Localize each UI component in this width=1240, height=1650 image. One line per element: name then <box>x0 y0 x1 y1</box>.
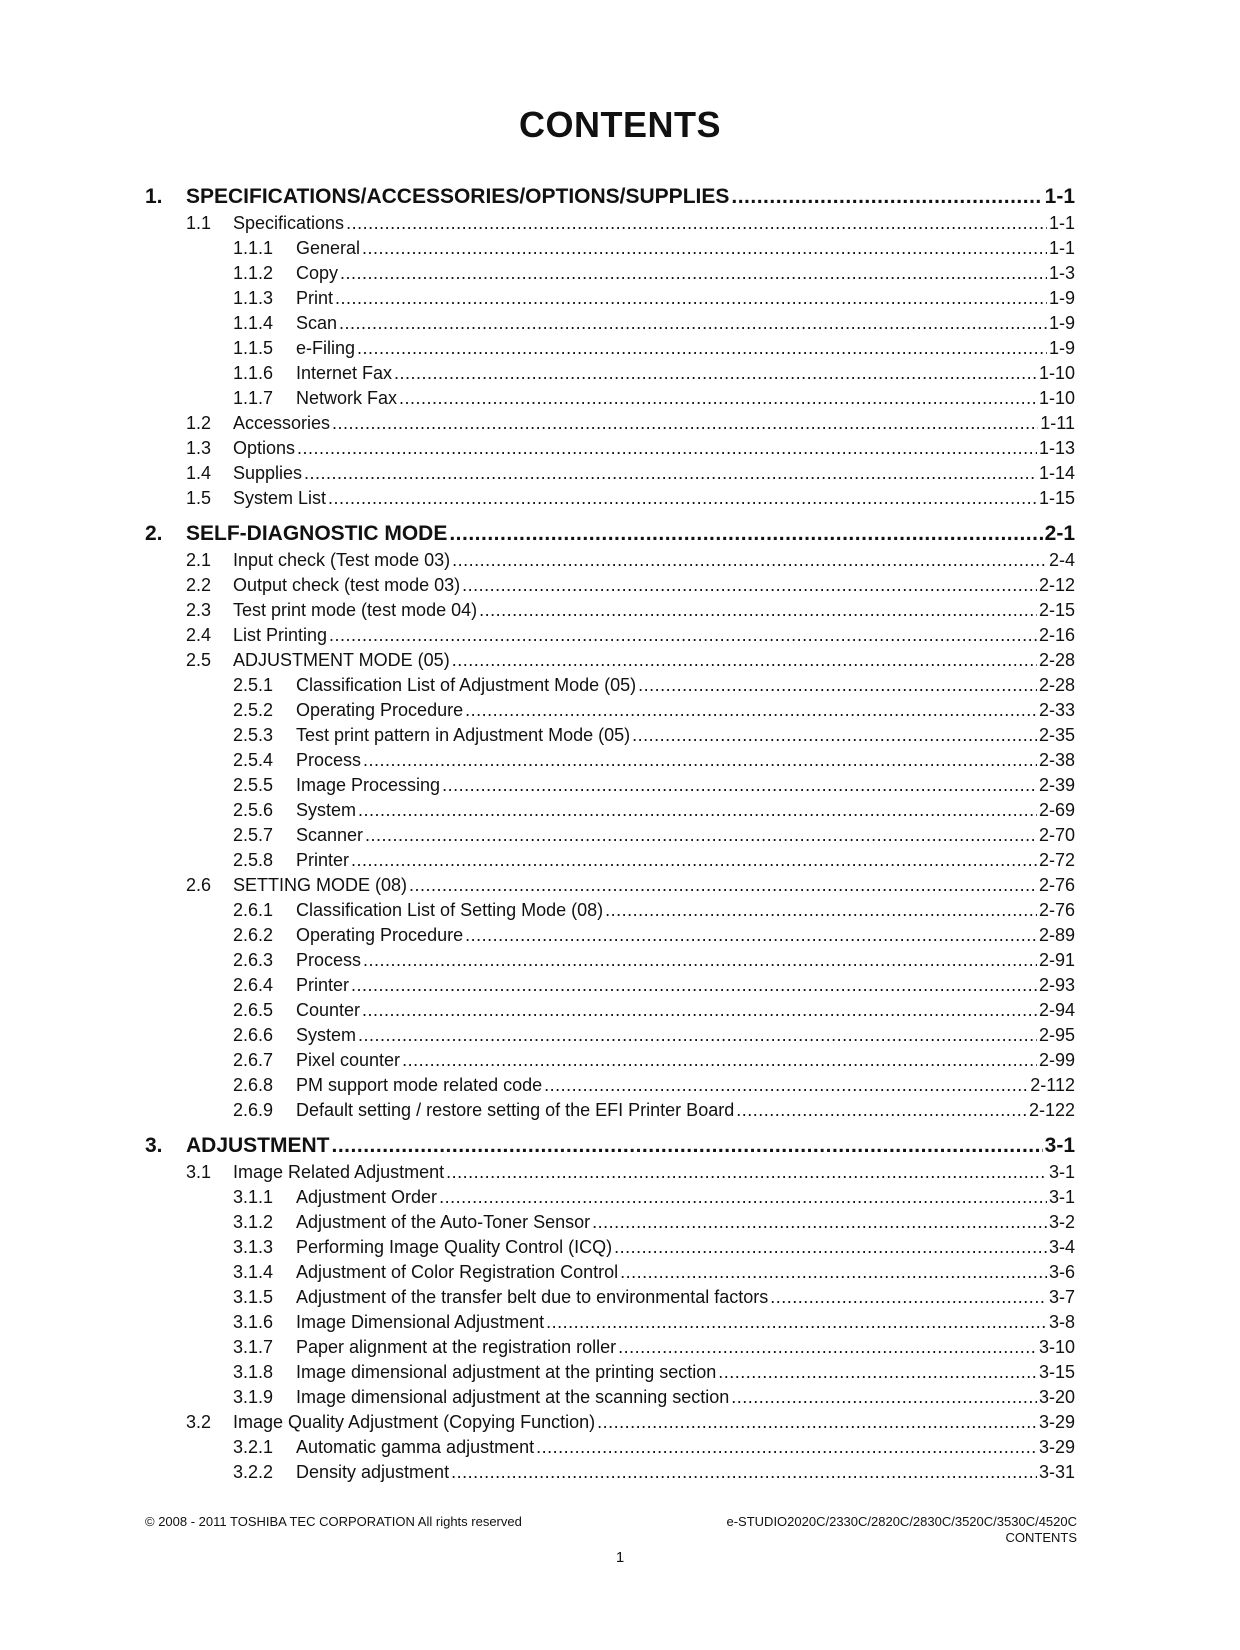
entry-title: Image dimensional adjustment at the printing section <box>296 1362 717 1382</box>
entry-number: 3.1.3 <box>233 1237 274 1257</box>
entry-page: 1-13 <box>1038 438 1075 458</box>
entry-page: 3-29 <box>1038 1412 1075 1432</box>
toc-entry[interactable] <box>145 748 1075 773</box>
entry-number: 3.1.7 <box>233 1337 274 1357</box>
entry-number: 2.5 <box>186 650 212 670</box>
toc-entry[interactable] <box>145 1023 1075 1048</box>
toc-section <box>145 519 1075 1123</box>
toc-entry[interactable] <box>145 623 1075 648</box>
toc-entry[interactable] <box>145 898 1075 923</box>
toc-entry[interactable] <box>145 311 1075 336</box>
dot-leader <box>546 1310 1047 1335</box>
dot-leader <box>618 1335 1037 1360</box>
entry-page: 1-14 <box>1038 463 1075 483</box>
dot-leader <box>449 519 1042 548</box>
entry-page: 3-7 <box>1048 1287 1075 1307</box>
dot-leader <box>770 1285 1047 1310</box>
dot-leader <box>620 1260 1047 1285</box>
entry-number: 1.4 <box>186 463 212 483</box>
entry-number: 2.3 <box>186 600 212 620</box>
entry-title: System <box>296 800 357 820</box>
entry-number: 1.5 <box>186 488 212 508</box>
entry-page: 2-69 <box>1038 800 1075 820</box>
toc-entry[interactable] <box>145 1260 1075 1285</box>
entry-number: 1.1.7 <box>233 388 274 408</box>
entry-title: Adjustment of the transfer belt due to environmental factors <box>296 1287 769 1307</box>
dot-leader <box>462 573 1037 598</box>
entry-page: 3-1 <box>1044 1134 1075 1157</box>
entry-page: 2-39 <box>1038 775 1075 795</box>
entry-title: Output check (test mode 03) <box>233 575 461 595</box>
entry-number: 2.6 <box>186 875 212 895</box>
dot-leader <box>402 1048 1037 1073</box>
dot-leader <box>465 698 1037 723</box>
entry-page: 3-8 <box>1048 1312 1075 1332</box>
entry-title: ADJUSTMENT MODE (05) <box>233 650 450 670</box>
entry-page: 2-91 <box>1038 950 1075 970</box>
entry-number: 2. <box>145 522 163 545</box>
entry-page: 2-1 <box>1044 522 1075 545</box>
dot-leader <box>446 1160 1047 1185</box>
dot-leader <box>452 648 1037 673</box>
entry-title: Adjustment of the Auto-Toner Sensor <box>296 1212 591 1232</box>
entry-page: 1-9 <box>1048 313 1075 333</box>
toc-entry[interactable] <box>145 548 1075 573</box>
entry-title: Scan <box>296 313 338 333</box>
entry-title: Print <box>296 288 334 308</box>
entry-number: 3.2.2 <box>233 1462 274 1482</box>
entry-title: Counter <box>296 1000 361 1020</box>
entry-page: 2-72 <box>1038 850 1075 870</box>
entry-number: 2.5.5 <box>233 775 274 795</box>
entry-title: SELF-DIAGNOSTIC MODE <box>186 522 448 545</box>
entry-page: 2-122 <box>1028 1100 1075 1120</box>
entry-number: 2.6.3 <box>233 950 274 970</box>
toc-entry[interactable] <box>145 998 1075 1023</box>
entry-title: PM support mode related code <box>296 1075 543 1095</box>
entry-title: Test print mode (test mode 04) <box>233 600 478 620</box>
entry-title: Image Processing <box>296 775 441 795</box>
entry-number: 1. <box>145 185 163 208</box>
dot-leader <box>351 848 1037 873</box>
entry-number: 3.2 <box>186 1412 212 1432</box>
dot-leader <box>465 923 1037 948</box>
toc-entry[interactable] <box>145 1098 1075 1123</box>
entry-page: 2-76 <box>1038 875 1075 895</box>
entry-title: Density adjustment <box>296 1462 450 1482</box>
dot-leader <box>409 873 1037 898</box>
entry-title: SPECIFICATIONS/ACCESSORIES/OPTIONS/SUPPLIES <box>186 185 730 208</box>
entry-title: Classification List of Setting Mode (08) <box>296 900 604 920</box>
dot-leader <box>358 798 1037 823</box>
entry-page: 2-28 <box>1038 650 1075 670</box>
toc-entry[interactable] <box>145 698 1075 723</box>
entry-page: 1-11 <box>1040 413 1075 433</box>
entry-title: Accessories <box>233 413 331 433</box>
entry-page: 2-35 <box>1038 725 1075 745</box>
toc-entry[interactable] <box>145 211 1075 236</box>
entry-title: Classification List of Adjustment Mode (05) <box>296 675 637 695</box>
toc-entry[interactable] <box>145 336 1075 361</box>
entry-title: Image dimensional adjustment at the scanning section <box>296 1387 730 1407</box>
toc-entry[interactable] <box>145 823 1075 848</box>
dot-leader <box>329 623 1037 648</box>
toc-entry[interactable] <box>145 1073 1075 1098</box>
dot-leader <box>339 311 1047 336</box>
entry-page: 3-1 <box>1048 1187 1075 1207</box>
entry-title: Network Fax <box>296 388 398 408</box>
toc-entry[interactable] <box>145 723 1075 748</box>
toc-entry[interactable] <box>145 598 1075 623</box>
entry-title: Adjustment Order <box>296 1187 438 1207</box>
entry-title: System <box>296 1025 357 1045</box>
entry-number: 1.1.2 <box>233 263 274 283</box>
entry-number: 2.6.9 <box>233 1100 274 1120</box>
entry-title: Specifications <box>233 213 345 233</box>
dot-leader <box>357 336 1047 361</box>
toc-entry[interactable] <box>145 1285 1075 1310</box>
entry-title: Test print pattern in Adjustment Mode (05) <box>296 725 631 745</box>
entry-number: 2.5.7 <box>233 825 274 845</box>
entry-number: 2.6.7 <box>233 1050 274 1070</box>
entry-page: 3-15 <box>1038 1362 1075 1382</box>
entry-number: 2.6.1 <box>233 900 274 920</box>
entry-number: 1.1.3 <box>233 288 274 308</box>
toc-entry[interactable] <box>145 1460 1075 1485</box>
dot-leader <box>362 236 1047 261</box>
toc-entry[interactable] <box>145 873 1075 898</box>
dot-leader <box>439 1185 1047 1210</box>
page-number: 1 <box>615 1549 625 1566</box>
entry-title: Printer <box>296 850 350 870</box>
entry-number: 3.1.2 <box>233 1212 274 1232</box>
dot-leader <box>332 411 1038 436</box>
toc-chapter-entry[interactable] <box>145 519 1075 548</box>
entry-number: 2.6.6 <box>233 1025 274 1045</box>
dot-leader <box>592 1210 1047 1235</box>
dot-leader <box>332 1131 1043 1160</box>
entry-page: 1-1 <box>1044 185 1075 208</box>
entry-title: Adjustment of Color Registration Control <box>296 1262 619 1282</box>
entry-title: Pixel counter <box>296 1050 401 1070</box>
entry-page: 2-38 <box>1038 750 1075 770</box>
entry-title: Options <box>233 438 296 458</box>
dot-leader <box>597 1410 1037 1435</box>
toc-entry[interactable] <box>145 1160 1075 1185</box>
entry-title: Image Quality Adjustment (Copying Function) <box>233 1412 596 1432</box>
entry-number: 2.5.2 <box>233 700 274 720</box>
toc-entry[interactable] <box>145 361 1075 386</box>
entry-number: 1.1 <box>186 213 212 233</box>
toc-entry[interactable] <box>145 236 1075 261</box>
entry-number: 1.2 <box>186 413 212 433</box>
entry-number: 1.1.1 <box>233 238 274 258</box>
toc-entry[interactable] <box>145 798 1075 823</box>
entry-page: 1-9 <box>1048 288 1075 308</box>
entry-page: 2-33 <box>1038 700 1075 720</box>
entry-number: 2.6.2 <box>233 925 274 945</box>
toc-entry[interactable] <box>145 973 1075 998</box>
table-of-contents <box>145 182 1075 1493</box>
entry-title: Performing Image Quality Control (ICQ) <box>296 1237 613 1257</box>
dot-leader <box>614 1235 1047 1260</box>
entry-page: 1-1 <box>1048 213 1075 233</box>
entry-number: 2.5.8 <box>233 850 274 870</box>
toc-entry[interactable] <box>145 673 1075 698</box>
entry-page: 1-15 <box>1038 488 1075 508</box>
entry-number: 2.5.4 <box>233 750 274 770</box>
entry-title: ADJUSTMENT <box>186 1134 330 1157</box>
entry-page: 2-112 <box>1030 1075 1075 1095</box>
entry-title: List Printing <box>233 625 328 645</box>
toc-entry[interactable] <box>145 461 1075 486</box>
entry-number: 1.1.4 <box>233 313 274 333</box>
entry-title: Scanner <box>296 825 364 845</box>
entry-title: Operating Procedure <box>296 700 464 720</box>
toc-entry[interactable] <box>145 286 1075 311</box>
entry-title: SETTING MODE (08) <box>233 875 408 895</box>
toc-chapter-entry[interactable] <box>145 182 1075 211</box>
entry-title: Input check (Test mode 03) <box>233 550 451 570</box>
toc-entry[interactable] <box>145 1360 1075 1385</box>
entry-page: 3-6 <box>1048 1262 1075 1282</box>
dot-leader <box>363 748 1037 773</box>
dot-leader <box>536 1435 1037 1460</box>
footer-model: e-STUDIO2020C/2330C/2820C/2830C/3520C/3530C/4520C <box>726 1514 1077 1529</box>
entry-page: 1-3 <box>1048 263 1075 283</box>
dot-leader <box>363 948 1037 973</box>
entry-title: Copy <box>296 263 339 283</box>
entry-number: 2.1 <box>186 550 212 570</box>
dot-leader <box>442 773 1037 798</box>
entry-number: 3.1.8 <box>233 1362 274 1382</box>
toc-entry[interactable] <box>145 648 1075 673</box>
dot-leader <box>632 723 1037 748</box>
dot-leader <box>718 1360 1037 1385</box>
entry-page: 2-95 <box>1038 1025 1075 1045</box>
entry-number: 2.5.1 <box>233 675 274 695</box>
entry-page: 3-10 <box>1038 1337 1075 1357</box>
entry-page: 2-28 <box>1038 675 1075 695</box>
footer-copyright: © 2008 - 2011 TOSHIBA TEC CORPORATION All rights reserved <box>145 1514 522 1529</box>
entry-number: 3.1.4 <box>233 1262 274 1282</box>
entry-page: 3-2 <box>1048 1212 1075 1232</box>
toc-entry[interactable] <box>145 1335 1075 1360</box>
entry-title: Automatic gamma adjustment <box>296 1437 535 1457</box>
entry-title: General <box>296 238 361 258</box>
entry-title: Supplies <box>233 463 303 483</box>
toc-section <box>145 182 1075 511</box>
entry-title: Default setting / restore setting of the EFI Printer Board <box>296 1100 735 1120</box>
entry-title: Process <box>296 750 362 770</box>
entry-title: Image Dimensional Adjustment <box>296 1312 545 1332</box>
toc-entry[interactable] <box>145 1385 1075 1410</box>
entry-number: 3. <box>145 1134 163 1157</box>
dot-leader <box>328 486 1037 511</box>
toc-section <box>145 1131 1075 1485</box>
dot-leader <box>479 598 1037 623</box>
entry-number: 3.1.1 <box>233 1187 274 1207</box>
toc-entry[interactable] <box>145 261 1075 286</box>
entry-page: 2-12 <box>1038 575 1075 595</box>
page-title: CONTENTS <box>519 104 721 145</box>
entry-page: 3-20 <box>1038 1387 1075 1407</box>
toc-entry[interactable] <box>145 1435 1075 1460</box>
toc-entry[interactable] <box>145 573 1075 598</box>
toc-entry[interactable] <box>145 848 1075 873</box>
dot-leader <box>399 386 1037 411</box>
dot-leader <box>351 973 1037 998</box>
toc-entry[interactable] <box>145 1410 1075 1435</box>
dot-leader <box>362 998 1037 1023</box>
dot-leader <box>605 898 1037 923</box>
dot-leader <box>394 361 1037 386</box>
entry-page: 2-15 <box>1038 600 1075 620</box>
dot-leader <box>358 1023 1037 1048</box>
dot-leader <box>346 211 1047 236</box>
toc-entry[interactable] <box>145 436 1075 461</box>
dot-leader <box>638 673 1037 698</box>
entry-page: 2-4 <box>1048 550 1075 570</box>
entry-page: 3-1 <box>1048 1162 1075 1182</box>
dot-leader <box>452 548 1047 573</box>
entry-page: 2-94 <box>1038 1000 1075 1020</box>
entry-title: e-Filing <box>296 338 356 358</box>
dot-leader <box>365 823 1037 848</box>
entry-number: 2.6.8 <box>233 1075 274 1095</box>
entry-title: Internet Fax <box>296 363 393 383</box>
entry-number: 1.1.6 <box>233 363 274 383</box>
entry-title: Process <box>296 950 362 970</box>
dot-leader <box>304 461 1037 486</box>
dot-leader <box>451 1460 1037 1485</box>
entry-number: 3.1 <box>186 1162 212 1182</box>
dot-leader <box>340 261 1047 286</box>
entry-page: 2-89 <box>1038 925 1075 945</box>
toc-chapter-entry[interactable] <box>145 1131 1075 1160</box>
entry-page: 3-31 <box>1038 1462 1075 1482</box>
dot-leader <box>297 436 1037 461</box>
toc-entry[interactable] <box>145 923 1075 948</box>
entry-number: 2.5.6 <box>233 800 274 820</box>
entry-page: 1-10 <box>1038 388 1075 408</box>
toc-entry[interactable] <box>145 1310 1075 1335</box>
entry-title: Image Related Adjustment <box>233 1162 445 1182</box>
toc-entry[interactable] <box>145 486 1075 511</box>
toc-entry[interactable] <box>145 948 1075 973</box>
entry-page: 2-93 <box>1038 975 1075 995</box>
dot-leader <box>544 1073 1028 1098</box>
entry-number: 2.4 <box>186 625 212 645</box>
toc-entry[interactable] <box>145 1235 1075 1260</box>
dot-leader <box>736 1098 1027 1123</box>
entry-number: 2.6.5 <box>233 1000 274 1020</box>
toc-entry[interactable] <box>145 1210 1075 1235</box>
entry-number: 2.6.4 <box>233 975 274 995</box>
entry-page: 2-76 <box>1038 900 1075 920</box>
entry-title: Printer <box>296 975 350 995</box>
entry-page: 2-16 <box>1038 625 1075 645</box>
entry-page: 2-99 <box>1038 1050 1075 1070</box>
entry-page: 1-9 <box>1048 338 1075 358</box>
dot-leader <box>335 286 1047 311</box>
footer-model-info <box>727 1514 1078 1546</box>
entry-page: 1-10 <box>1038 363 1075 383</box>
entry-number: 2.2 <box>186 575 212 595</box>
entry-number: 3.1.9 <box>233 1387 274 1407</box>
entry-page: 3-4 <box>1048 1237 1075 1257</box>
entry-title: Paper alignment at the registration roller <box>296 1337 617 1357</box>
entry-page: 2-70 <box>1038 825 1075 845</box>
toc-entry[interactable] <box>145 411 1075 436</box>
entry-number: 3.2.1 <box>233 1437 274 1457</box>
toc-entry[interactable] <box>145 1185 1075 1210</box>
entry-number: 2.5.3 <box>233 725 274 745</box>
entry-page: 1-1 <box>1048 238 1075 258</box>
toc-entry[interactable] <box>145 773 1075 798</box>
dot-leader <box>731 1385 1037 1410</box>
entry-title: Operating Procedure <box>296 925 464 945</box>
toc-entry[interactable] <box>145 1048 1075 1073</box>
entry-title: System List <box>233 488 327 508</box>
footer-chapter: CONTENTS <box>1005 1530 1077 1545</box>
entry-number: 1.1.5 <box>233 338 274 358</box>
entry-number: 3.1.5 <box>233 1287 274 1307</box>
dot-leader <box>731 182 1042 211</box>
entry-page: 3-29 <box>1038 1437 1075 1457</box>
entry-number: 1.3 <box>186 438 212 458</box>
toc-entry[interactable] <box>145 386 1075 411</box>
entry-number: 3.1.6 <box>233 1312 274 1332</box>
